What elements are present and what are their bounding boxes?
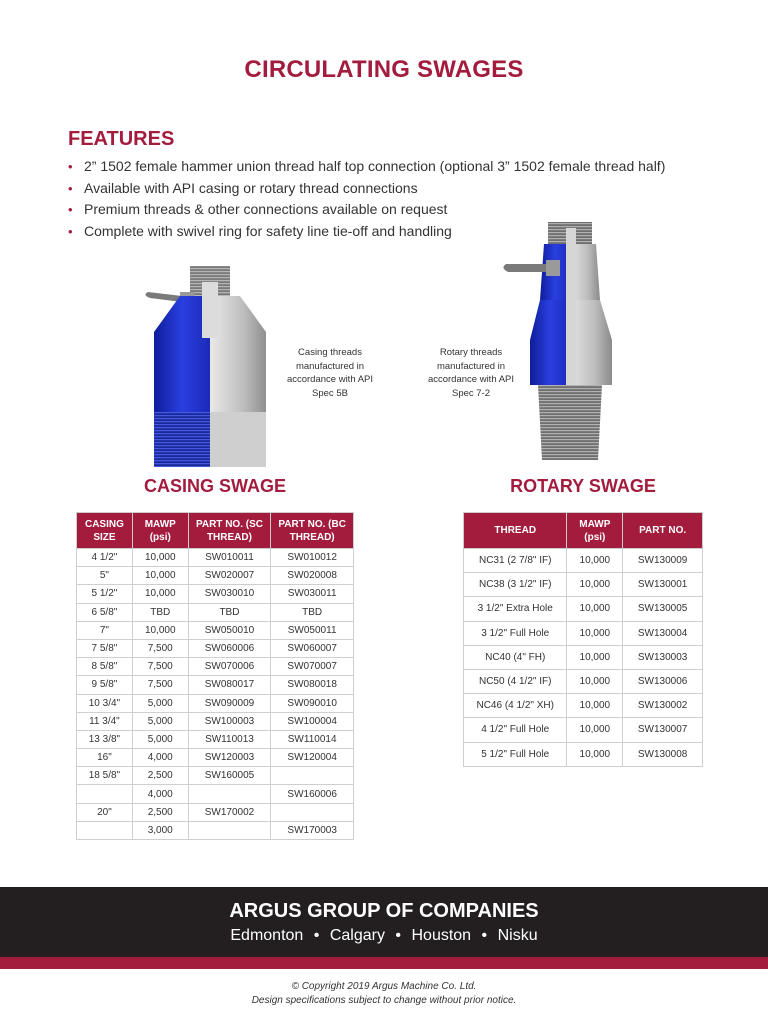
feature-text: 2” 1502 female hammer union thread half top connection (optional 3” 1502 female thread half) bbox=[84, 158, 666, 174]
table-cell: 10,000 bbox=[567, 742, 623, 766]
table-cell: 4,000 bbox=[132, 785, 188, 803]
table-cell: SW050010 bbox=[188, 621, 271, 639]
table-cell: 10,000 bbox=[567, 621, 623, 645]
location-houston: Houston bbox=[411, 927, 472, 944]
table-cell: SW170003 bbox=[271, 821, 354, 839]
table-cell: SW130007 bbox=[623, 718, 703, 742]
rotary-swage-heading: ROTARY SWAGE bbox=[510, 476, 656, 496]
feature-item bbox=[68, 199, 748, 221]
table-cell: SW110014 bbox=[271, 730, 354, 748]
separator: • bbox=[481, 927, 488, 944]
rotary-swage-image bbox=[500, 220, 635, 465]
table-cell: SW020008 bbox=[271, 567, 354, 585]
casing-swage-image bbox=[140, 262, 275, 467]
table-row bbox=[77, 821, 354, 839]
feature-item bbox=[68, 156, 748, 178]
table-cell: 7 5/8" bbox=[77, 639, 133, 657]
table-cell: 7,500 bbox=[132, 639, 188, 657]
feature-text: Available with API casing or rotary thread connections bbox=[84, 179, 418, 196]
table-cell: 2,500 bbox=[132, 767, 188, 785]
table-cell: SW130004 bbox=[623, 621, 703, 645]
table-row bbox=[77, 621, 354, 639]
table-cell: 11 3/4" bbox=[77, 712, 133, 730]
table-cell: 10,000 bbox=[567, 694, 623, 718]
table-cell: 13 3/8" bbox=[77, 730, 133, 748]
table-cell: SW050011 bbox=[271, 621, 354, 639]
table-cell: 10,000 bbox=[567, 718, 623, 742]
table-cell: 5 1/2" Full Hole bbox=[464, 742, 567, 766]
table-cell: SW060007 bbox=[271, 639, 354, 657]
table-cell: SW030011 bbox=[271, 585, 354, 603]
feature-item bbox=[68, 178, 748, 200]
column-header: PART NO. (BC THREAD) bbox=[271, 513, 354, 549]
table-row bbox=[464, 718, 703, 742]
table-cell: SW030010 bbox=[188, 585, 271, 603]
table-cell: NC50 (4 1/2" IF) bbox=[464, 669, 567, 693]
table-row bbox=[77, 639, 354, 657]
table-cell: TBD bbox=[188, 603, 271, 621]
table-row bbox=[77, 803, 354, 821]
column-header: MAWP (psi) bbox=[132, 513, 188, 549]
table-cell: 10,000 bbox=[132, 567, 188, 585]
table-row bbox=[464, 597, 703, 621]
table-cell: 3,000 bbox=[132, 821, 188, 839]
copyright bbox=[0, 980, 768, 1008]
table-cell: 2,500 bbox=[132, 803, 188, 821]
table-cell: 7,500 bbox=[132, 658, 188, 676]
table-row bbox=[464, 549, 703, 573]
casing-swage-heading: CASING SWAGE bbox=[143, 476, 286, 496]
table-cell: TBD bbox=[271, 603, 354, 621]
table-cell: 7,500 bbox=[132, 676, 188, 694]
table-cell: 4 1/2" bbox=[77, 549, 133, 567]
table-cell: 3 1/2" Full Hole bbox=[464, 621, 567, 645]
table-row bbox=[464, 645, 703, 669]
table-cell: 10,000 bbox=[132, 585, 188, 603]
table-row bbox=[77, 749, 354, 767]
table-cell: 10,000 bbox=[132, 549, 188, 567]
table-cell: 10,000 bbox=[567, 645, 623, 669]
features-heading: FEATURES bbox=[68, 128, 175, 150]
table-cell: SW130009 bbox=[623, 549, 703, 573]
table-cell: 4 1/2" Full Hole bbox=[464, 718, 567, 742]
table-cell bbox=[271, 803, 354, 821]
table-cell bbox=[77, 785, 133, 803]
table-cell: SW130006 bbox=[623, 669, 703, 693]
table-cell: SW090009 bbox=[188, 694, 271, 712]
table-cell: 16" bbox=[77, 749, 133, 767]
table-cell: 10,000 bbox=[567, 669, 623, 693]
separator: • bbox=[313, 927, 320, 944]
table-row bbox=[77, 694, 354, 712]
table-row bbox=[77, 712, 354, 730]
location-nisku: Nisku bbox=[497, 927, 538, 944]
table-row bbox=[77, 603, 354, 621]
footer-company: ARGUS GROUP OF COMPANIES bbox=[229, 900, 539, 922]
casing-swage-table bbox=[76, 512, 354, 840]
table-cell: SW060006 bbox=[188, 639, 271, 657]
table-cell: 20" bbox=[77, 803, 133, 821]
copyright-text: © Copyright 2019 Argus Machine Co. Ltd. bbox=[291, 981, 477, 992]
casing-caption: Casing threads manufactured in accordance with API Spec 5B bbox=[286, 347, 374, 399]
table-header-row bbox=[77, 513, 354, 549]
table-cell: 3 1/2" Extra Hole bbox=[464, 597, 567, 621]
table-cell: 5,000 bbox=[132, 712, 188, 730]
column-header: CASING SIZE bbox=[77, 513, 133, 549]
column-header: THREAD bbox=[464, 513, 567, 549]
column-header: PART NO. bbox=[623, 513, 703, 549]
table-cell: NC40 (4" FH) bbox=[464, 645, 567, 669]
table-row bbox=[77, 549, 354, 567]
table-cell: 10,000 bbox=[567, 573, 623, 597]
table-cell bbox=[188, 785, 271, 803]
table-cell: SW120004 bbox=[271, 749, 354, 767]
table-row bbox=[464, 573, 703, 597]
table-row bbox=[464, 694, 703, 718]
table-cell bbox=[77, 821, 133, 839]
feature-text: Complete with swivel ring for safety line tie-off and handling bbox=[84, 222, 452, 239]
table-cell: 9 5/8" bbox=[77, 676, 133, 694]
page-title: CIRCULATING SWAGES bbox=[244, 56, 524, 83]
table-cell: SW010011 bbox=[188, 549, 271, 567]
table-cell: NC46 (4 1/2" XH) bbox=[464, 694, 567, 718]
table-cell: SW100004 bbox=[271, 712, 354, 730]
feature-item bbox=[68, 221, 748, 243]
table-cell: SW130001 bbox=[623, 573, 703, 597]
table-cell: 8 5/8" bbox=[77, 658, 133, 676]
table-cell: SW130005 bbox=[623, 597, 703, 621]
table-cell: 5,000 bbox=[132, 694, 188, 712]
table-row bbox=[464, 742, 703, 766]
table-cell: SW070007 bbox=[271, 658, 354, 676]
table-cell: SW080018 bbox=[271, 676, 354, 694]
table-cell: TBD bbox=[132, 603, 188, 621]
table-row bbox=[77, 567, 354, 585]
bullet-icon: • bbox=[68, 180, 73, 196]
table-cell: 10,000 bbox=[567, 597, 623, 621]
table-cell: 5,000 bbox=[132, 730, 188, 748]
table-cell: 7" bbox=[77, 621, 133, 639]
table-cell bbox=[271, 767, 354, 785]
column-header: MAWP (psi) bbox=[567, 513, 623, 549]
table-cell: SW010012 bbox=[271, 549, 354, 567]
table-cell: SW120003 bbox=[188, 749, 271, 767]
table-cell bbox=[188, 821, 271, 839]
bullet-icon: • bbox=[68, 159, 73, 174]
bullet-icon: • bbox=[68, 202, 73, 217]
table-cell: SW080017 bbox=[188, 676, 271, 694]
feature-text: Premium threads & other connections available on request bbox=[84, 201, 448, 217]
table-cell: SW090010 bbox=[271, 694, 354, 712]
rotary-caption: Rotary threads manufactured in accordance with API Spec 7-2 bbox=[427, 347, 515, 399]
separator: • bbox=[395, 927, 402, 944]
table-cell: NC38 (3 1/2" IF) bbox=[464, 573, 567, 597]
table-cell: SW160006 bbox=[271, 785, 354, 803]
table-cell: SW070006 bbox=[188, 658, 271, 676]
table-cell: SW130008 bbox=[623, 742, 703, 766]
table-cell: SW130003 bbox=[623, 645, 703, 669]
rotary-swage-table bbox=[463, 512, 703, 767]
table-row bbox=[77, 585, 354, 603]
location-calgary: Calgary bbox=[329, 927, 385, 944]
table-row bbox=[464, 669, 703, 693]
features-list bbox=[68, 156, 748, 242]
table-cell: 10 3/4" bbox=[77, 694, 133, 712]
table-cell: 5 1/2" bbox=[77, 585, 133, 603]
table-row bbox=[77, 785, 354, 803]
table-cell: 18 5/8" bbox=[77, 767, 133, 785]
footer-stripe bbox=[0, 957, 768, 969]
table-row bbox=[77, 730, 354, 748]
location-edmonton: Edmonton bbox=[230, 927, 304, 944]
table-row bbox=[77, 676, 354, 694]
table-row bbox=[77, 767, 354, 785]
table-cell: 5" bbox=[77, 567, 133, 585]
footer-locations bbox=[0, 927, 768, 945]
table-header-row bbox=[464, 513, 703, 549]
table-cell: SW100003 bbox=[188, 712, 271, 730]
table-cell: 10,000 bbox=[132, 621, 188, 639]
table-cell: SW110013 bbox=[188, 730, 271, 748]
column-header: PART NO. (SC THREAD) bbox=[188, 513, 271, 549]
table-cell: SW170002 bbox=[188, 803, 271, 821]
table-cell: SW130002 bbox=[623, 694, 703, 718]
table-cell: SW020007 bbox=[188, 567, 271, 585]
table-cell: SW160005 bbox=[188, 767, 271, 785]
table-row bbox=[77, 658, 354, 676]
table-cell: 6 5/8" bbox=[77, 603, 133, 621]
bullet-icon: • bbox=[68, 223, 73, 239]
table-cell: NC31 (2 7/8" IF) bbox=[464, 549, 567, 573]
table-row bbox=[464, 621, 703, 645]
disclaimer-text: Design specifications subject to change without prior notice. bbox=[251, 995, 517, 1006]
table-cell: 4,000 bbox=[132, 749, 188, 767]
table-cell: 10,000 bbox=[567, 549, 623, 573]
